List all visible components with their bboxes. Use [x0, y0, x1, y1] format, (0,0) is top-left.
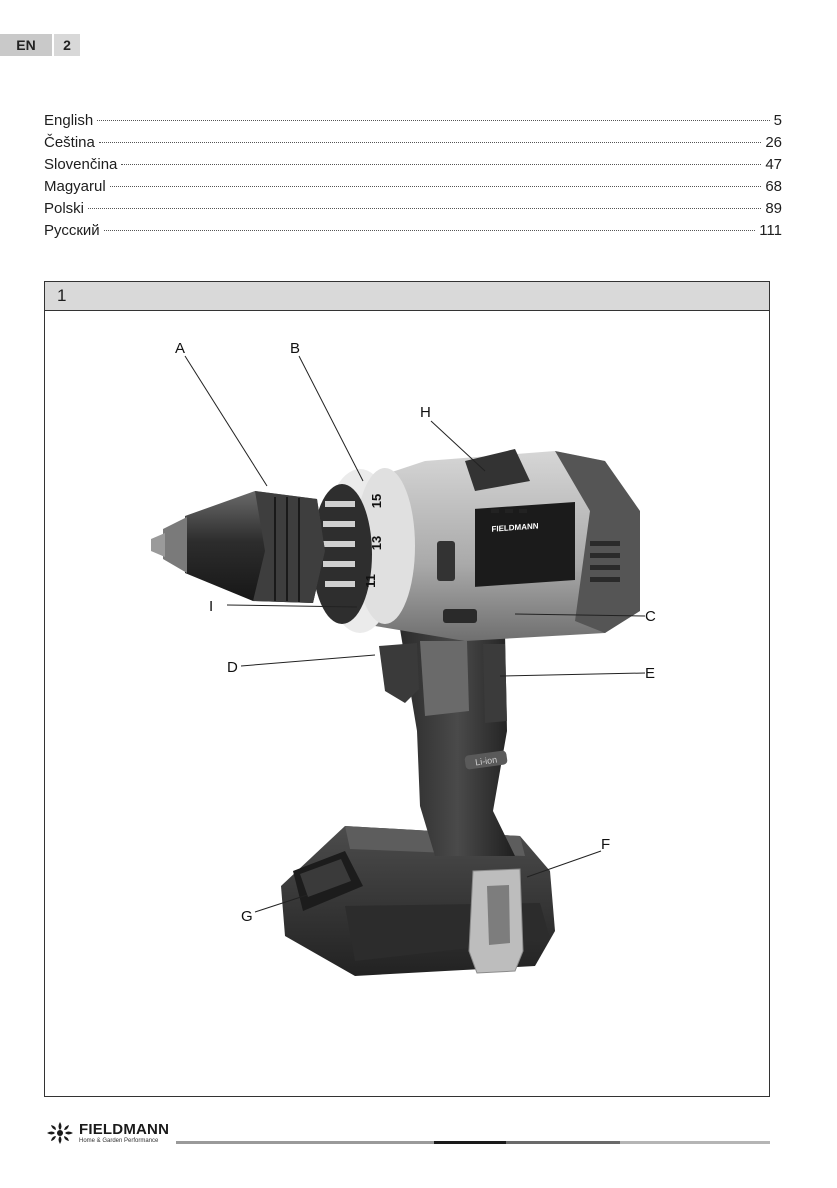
- toc-language: Русский: [44, 222, 100, 239]
- callout-h: H: [420, 404, 431, 421]
- toc-language: Čeština: [44, 134, 95, 151]
- figure-panel: [44, 281, 770, 1097]
- toc-entry[interactable]: [44, 198, 782, 220]
- toc-language: English: [44, 112, 94, 129]
- toc-language: Polski: [44, 200, 85, 217]
- callout-c: C: [645, 608, 656, 625]
- toc-page: 68: [765, 178, 782, 195]
- torque-mark: 11: [363, 574, 378, 588]
- toc-leader: [97, 120, 769, 121]
- toc-entry[interactable]: [44, 220, 782, 242]
- page-footer: [44, 1120, 774, 1160]
- footer-logo: [44, 1120, 169, 1146]
- footer-tagline: Home & Garden Performance: [79, 1138, 159, 1144]
- toc-page: 5: [773, 112, 782, 129]
- footer-rule: [620, 1141, 770, 1144]
- callout-g: G: [241, 908, 253, 925]
- toc-language: Magyarul: [44, 178, 106, 195]
- toc-page: 111: [759, 222, 782, 239]
- callout-a: A: [175, 340, 186, 357]
- toc-page: 26: [765, 134, 782, 151]
- toc-entry[interactable]: [44, 132, 782, 154]
- fieldmann-logo-icon: [44, 1120, 76, 1146]
- belt-clip: [469, 869, 523, 973]
- toc-leader: [104, 230, 756, 231]
- toc-language: Slovenčina: [44, 156, 118, 173]
- callout-f: F: [601, 836, 611, 853]
- battery-badge: Li-ion: [474, 754, 498, 768]
- callout-d: D: [227, 659, 238, 676]
- drill-illustration: [45, 311, 768, 1095]
- toc-leader: [121, 164, 761, 165]
- figure-number: 1: [45, 282, 769, 311]
- drill-brand-label: FIELDMANN: [491, 521, 539, 534]
- callout-b: B: [290, 340, 301, 357]
- table-of-contents: [44, 110, 782, 242]
- footer-rule: [506, 1141, 620, 1144]
- callout-i: I: [209, 598, 214, 615]
- callout-e: E: [645, 665, 656, 682]
- torque-collar: [312, 468, 415, 633]
- footer-rule: [176, 1141, 434, 1144]
- trigger: [379, 643, 419, 703]
- toc-entry[interactable]: [44, 176, 782, 198]
- toc-leader: [88, 208, 761, 209]
- footer-rule: [434, 1141, 506, 1144]
- keyless-chuck: [151, 491, 325, 603]
- toc-leader: [99, 142, 761, 143]
- toc-page: 89: [765, 200, 782, 217]
- torque-mark: 13: [369, 535, 384, 551]
- toc-entry[interactable]: [44, 110, 782, 132]
- footer-brand: FIELDMANN: [79, 1121, 170, 1138]
- page-number: 2: [54, 34, 80, 56]
- page-tab: [0, 34, 80, 56]
- language-code: EN: [0, 34, 52, 56]
- toc-page: 47: [765, 156, 782, 173]
- torque-mark: 15: [369, 493, 384, 509]
- toc-entry[interactable]: [44, 154, 782, 176]
- toc-leader: [110, 186, 762, 187]
